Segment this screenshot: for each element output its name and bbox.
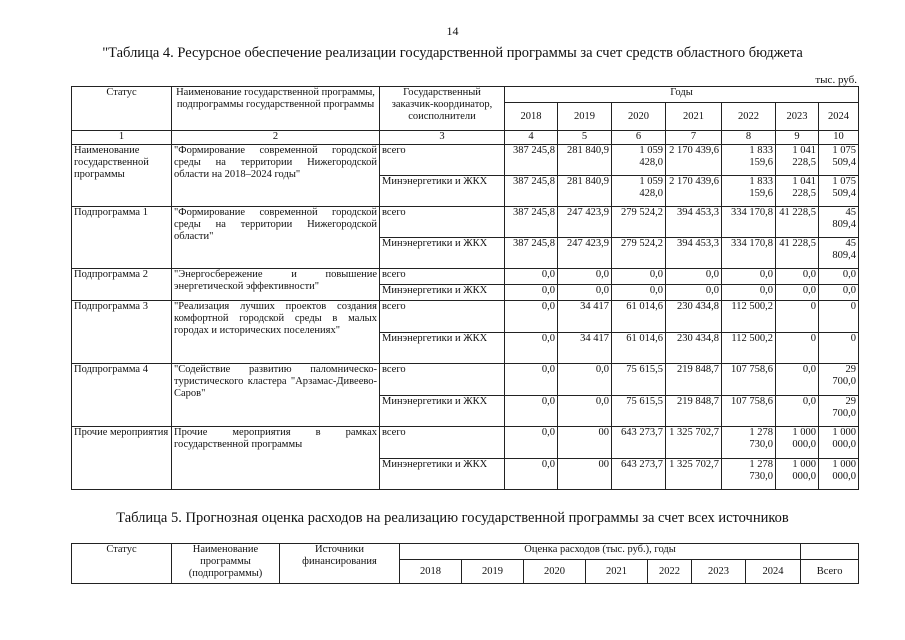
row-program-name: "Формирование современной городской среды на территории Нижегородской области"	[172, 207, 380, 269]
column-number: 1	[72, 131, 172, 145]
value-cell: 0,0	[505, 459, 558, 490]
row-status: Подпрограмма 2	[72, 269, 172, 301]
column-number: 7	[666, 131, 722, 145]
value-cell: 0,0	[776, 269, 819, 285]
column-number: 8	[722, 131, 776, 145]
value-cell: 2 170 439,6	[666, 176, 722, 207]
row-customer: всего	[380, 269, 505, 285]
row-customer: всего	[380, 427, 505, 459]
value-cell: 1 833 159,6	[722, 145, 776, 176]
value-cell: 1 059 428,0	[612, 176, 666, 207]
table4-title: "Таблица 4. Ресурсное обеспечение реализации государственной программы за счет средств областного бюджета	[102, 45, 803, 61]
value-cell: 247 423,9	[558, 207, 612, 238]
resource-table	[71, 86, 859, 490]
value-cell: 0,0	[666, 269, 722, 285]
value-cell: 112 500,2	[722, 301, 776, 333]
value-cell: 112 500,2	[722, 333, 776, 364]
table-row	[72, 145, 859, 176]
table-row	[72, 207, 859, 238]
t5-header-total: Всего	[801, 560, 859, 584]
value-cell: 387 245,8	[505, 207, 558, 238]
header-year: 2021	[666, 103, 722, 131]
column-number: 9	[776, 131, 819, 145]
value-cell: 1 278 730,0	[722, 459, 776, 490]
value-cell: 0	[819, 333, 859, 364]
value-cell: 1 075 509,4	[819, 176, 859, 207]
value-cell: 334 170,8	[722, 238, 776, 269]
row-program-name: "Формирование современной городской среды на территории Нижегородской области на 2018–2024 годы"	[172, 145, 380, 207]
header-year: 2020	[612, 103, 666, 131]
row-customer: Минэнергетики и ЖКХ	[380, 176, 505, 207]
table-row	[72, 269, 859, 285]
column-number: 2	[172, 131, 380, 145]
column-number: 3	[380, 131, 505, 145]
value-cell: 61 014,6	[612, 301, 666, 333]
value-cell: 34 417	[558, 333, 612, 364]
t5-header-sources: Источники финансирования	[280, 544, 400, 584]
value-cell: 0,0	[505, 301, 558, 333]
t5-header-estimate-group: Оценка расходов (тыс. руб.), годы	[400, 544, 801, 560]
value-cell: 0,0	[558, 285, 612, 301]
value-cell: 0,0	[612, 285, 666, 301]
value-cell: 1 041 228,5	[776, 176, 819, 207]
value-cell: 1 278 730,0	[722, 427, 776, 459]
header-year: 2024	[819, 103, 859, 131]
value-cell: 1 000 000,0	[819, 427, 859, 459]
value-cell: 0,0	[505, 396, 558, 427]
value-cell: 0,0	[819, 269, 859, 285]
table-row	[72, 427, 859, 459]
column-number: 10	[819, 131, 859, 145]
value-cell: 0,0	[505, 427, 558, 459]
header-years-group: Годы	[505, 87, 859, 103]
row-customer: Минэнергетики и ЖКХ	[380, 459, 505, 490]
value-cell: 0,0	[558, 269, 612, 285]
value-cell: 643 273,7	[612, 459, 666, 490]
value-cell: 230 434,8	[666, 333, 722, 364]
value-cell: 219 848,7	[666, 396, 722, 427]
t5-header-status: Статус	[72, 544, 172, 584]
value-cell: 61 014,6	[612, 333, 666, 364]
value-cell: 00	[558, 459, 612, 490]
row-customer: всего	[380, 207, 505, 238]
value-cell: 0,0	[666, 285, 722, 301]
row-customer: Минэнергетики и ЖКХ	[380, 285, 505, 301]
row-status: Подпрограмма 1	[72, 207, 172, 269]
value-cell: 107 758,6	[722, 396, 776, 427]
value-cell: 0,0	[776, 364, 819, 396]
value-cell: 1 041 228,5	[776, 145, 819, 176]
row-status: Подпрограмма 3	[72, 301, 172, 364]
value-cell: 75 615,5	[612, 396, 666, 427]
value-cell: 0	[819, 301, 859, 333]
value-cell: 230 434,8	[666, 301, 722, 333]
value-cell: 281 840,9	[558, 176, 612, 207]
row-program-name: Прочие мероприятия в рамках государственной программы	[172, 427, 380, 490]
value-cell: 1 325 702,7	[666, 459, 722, 490]
value-cell: 29 700,0	[819, 364, 859, 396]
forecast-table	[71, 543, 859, 584]
table5-title: Таблица 5. Прогнозная оценка расходов на реализацию государственной программы за счет всех источников	[116, 510, 789, 526]
row-status: Наименование государственной программы	[72, 145, 172, 207]
t5-header-blank	[801, 544, 859, 560]
header-year: 2019	[558, 103, 612, 131]
t5-header-year: 2022	[648, 560, 692, 584]
value-cell: 00	[558, 427, 612, 459]
value-cell: 0,0	[558, 364, 612, 396]
value-cell: 1 833 159,6	[722, 176, 776, 207]
row-program-name: "Содействие развитию паломническо-туристического кластера "Арзамас-Дивеево-Саров"	[172, 364, 380, 427]
value-cell: 0,0	[776, 396, 819, 427]
row-status: Прочие мероприятия	[72, 427, 172, 490]
value-cell: 0,0	[776, 285, 819, 301]
value-cell: 0,0	[612, 269, 666, 285]
table-row	[72, 364, 859, 396]
value-cell: 45 809,4	[819, 238, 859, 269]
column-number: 4	[505, 131, 558, 145]
value-cell: 279 524,2	[612, 238, 666, 269]
value-cell: 394 453,3	[666, 238, 722, 269]
header-year: 2023	[776, 103, 819, 131]
value-cell: 281 840,9	[558, 145, 612, 176]
value-cell: 247 423,9	[558, 238, 612, 269]
value-cell: 0,0	[505, 333, 558, 364]
row-customer: всего	[380, 364, 505, 396]
row-customer: всего	[380, 145, 505, 176]
value-cell: 0,0	[558, 396, 612, 427]
value-cell: 75 615,5	[612, 364, 666, 396]
row-program-name: "Реализация лучших проектов создания комфортной городской среды в малых городах и исторических поселениях"	[172, 301, 380, 364]
value-cell: 29 700,0	[819, 396, 859, 427]
value-cell: 1 325 702,7	[666, 427, 722, 459]
row-customer: Минэнергетики и ЖКХ	[380, 238, 505, 269]
value-cell: 0,0	[505, 364, 558, 396]
page-number: 14	[446, 24, 459, 38]
row-status: Подпрограмма 4	[72, 364, 172, 427]
row-customer: всего	[380, 301, 505, 333]
value-cell: 387 245,8	[505, 238, 558, 269]
table4-unit: тыс. руб.	[815, 74, 857, 86]
row-program-name: "Энергосбережение и повышение энергетической эффективности"	[172, 269, 380, 301]
value-cell: 45 809,4	[819, 207, 859, 238]
value-cell: 279 524,2	[612, 207, 666, 238]
value-cell: 1 000 000,0	[819, 459, 859, 490]
value-cell: 0	[776, 333, 819, 364]
value-cell: 387 245,8	[505, 176, 558, 207]
row-customer: Минэнергетики и ЖКХ	[380, 333, 505, 364]
t5-header-year: 2021	[586, 560, 648, 584]
value-cell: 219 848,7	[666, 364, 722, 396]
value-cell: 2 170 439,6	[666, 145, 722, 176]
value-cell: 34 417	[558, 301, 612, 333]
t5-header-year: 2023	[692, 560, 746, 584]
value-cell: 1 059 428,0	[612, 145, 666, 176]
value-cell: 394 453,3	[666, 207, 722, 238]
column-number: 6	[612, 131, 666, 145]
value-cell: 1 075 509,4	[819, 145, 859, 176]
header-year: 2022	[722, 103, 776, 131]
value-cell: 107 758,6	[722, 364, 776, 396]
resource-table-body	[72, 145, 859, 490]
value-cell: 0,0	[722, 285, 776, 301]
value-cell: 387 245,8	[505, 145, 558, 176]
value-cell: 643 273,7	[612, 427, 666, 459]
value-cell: 334 170,8	[722, 207, 776, 238]
header-name: Наименование государственной программы, подпрограммы государственной программы	[172, 87, 380, 131]
t5-header-year: 2018	[400, 560, 462, 584]
value-cell: 0,0	[819, 285, 859, 301]
value-cell: 41 228,5	[776, 207, 819, 238]
value-cell: 0,0	[505, 269, 558, 285]
t5-header-year: 2019	[462, 560, 524, 584]
t5-header-name: Наименование программы (подпрограммы)	[172, 544, 280, 584]
t5-header-year: 2020	[524, 560, 586, 584]
value-cell: 1 000 000,0	[776, 427, 819, 459]
header-status: Статус	[72, 87, 172, 131]
value-cell: 0,0	[722, 269, 776, 285]
t5-header-year: 2024	[746, 560, 801, 584]
column-number: 5	[558, 131, 612, 145]
header-year: 2018	[505, 103, 558, 131]
row-customer: Минэнергетики и ЖКХ	[380, 396, 505, 427]
value-cell: 41 228,5	[776, 238, 819, 269]
table-row	[72, 301, 859, 333]
header-customer: Государственный заказчик-координатор, соисполнители	[380, 87, 505, 131]
value-cell: 0	[776, 301, 819, 333]
value-cell: 0,0	[505, 285, 558, 301]
value-cell: 1 000 000,0	[776, 459, 819, 490]
